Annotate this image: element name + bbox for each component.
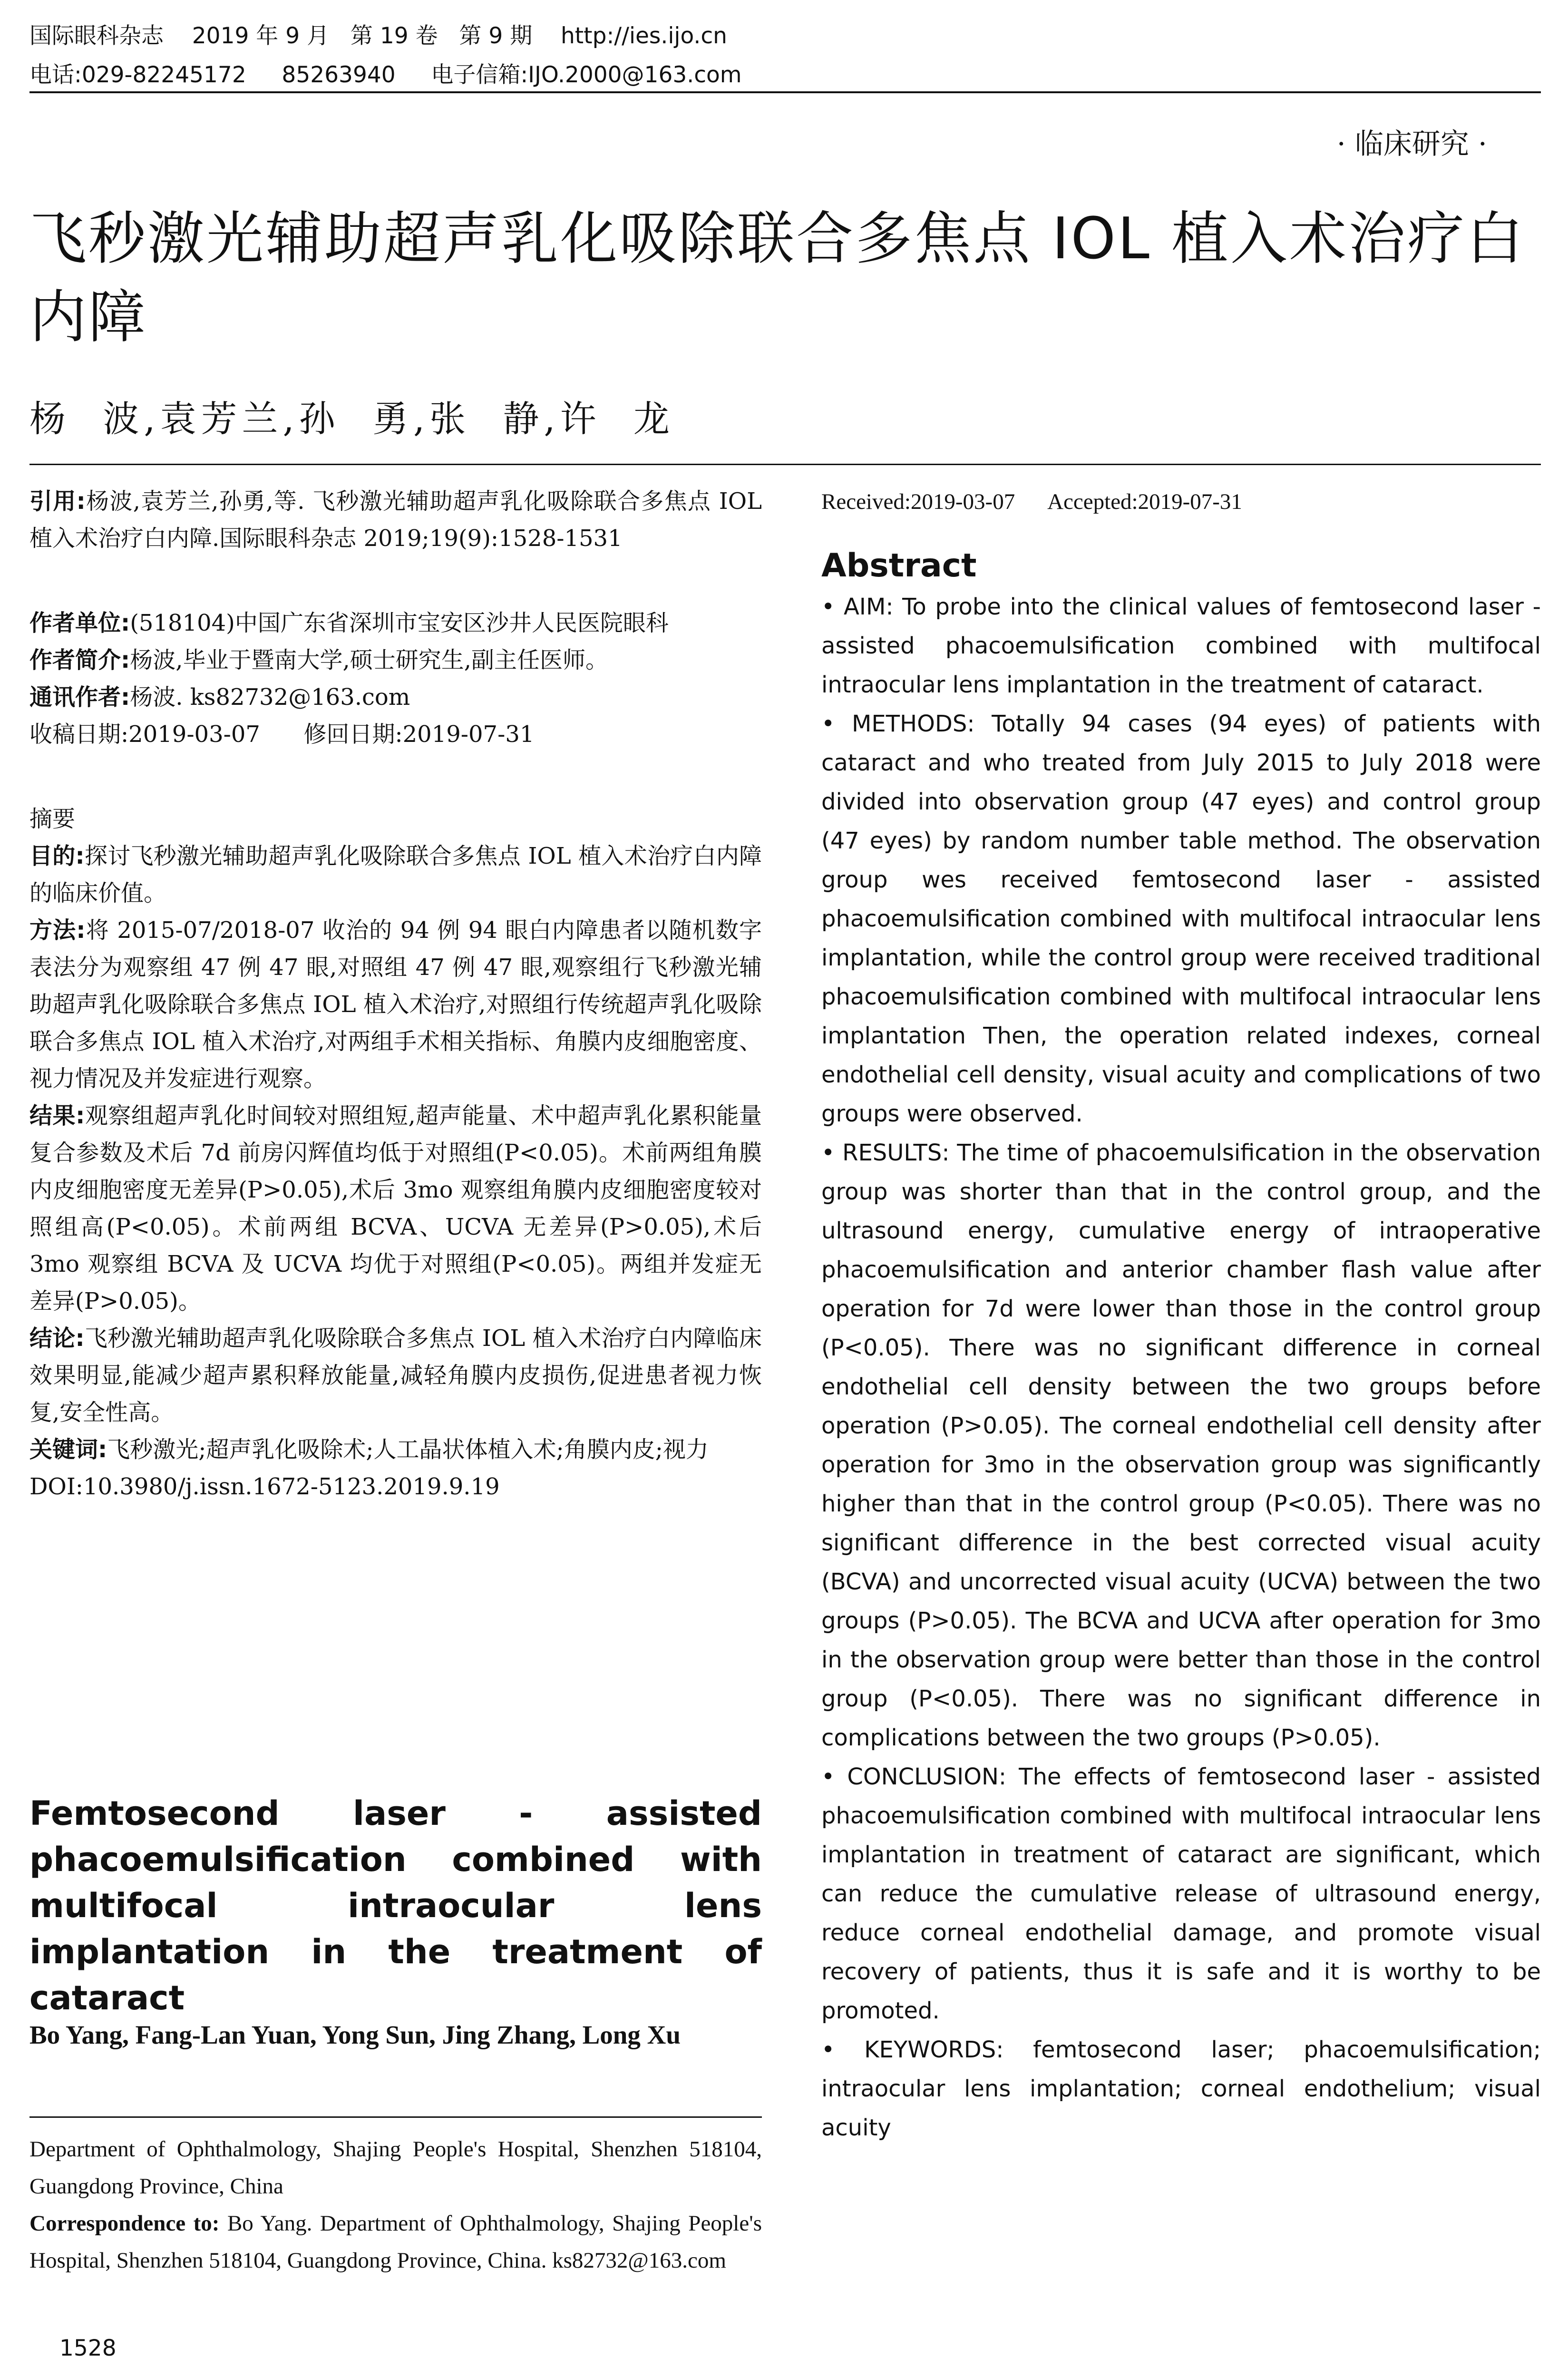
author-bio-text: 杨波,毕业于暨南大学,硕士研究生,副主任医师。 <box>130 647 608 673</box>
abstract-conclusion-cn <box>29 1320 762 1431</box>
received-dates: 收稿日期:2019-03-07 修回日期:2019-07-31 <box>29 721 535 748</box>
author-unit <box>29 604 762 642</box>
methods-label: 方法: <box>29 917 86 944</box>
citation-label: 引用: <box>29 488 86 515</box>
affiliation-rule <box>29 2116 762 2118</box>
correspondence-text: Bo Yang. Department of Ophthalmology, Shajing People's Hospital, Shenzhen 518104, Guangdong Province, China. ks82732@163.com <box>29 2211 762 2273</box>
page-number: 1528 <box>59 2335 117 2361</box>
citation <box>29 483 762 557</box>
affiliation-block <box>29 2131 762 2279</box>
abstract-conclusion: • CONCLUSION: The effects of femtosecond laser - assisted phacoemulsification combined with multifocal intraocular lens implantation in treatment of cataract are significant, which can reduce the cumulative release of ultrasound energy, reduce corneal endothelial damage, and promote visual recovery of patients, thus it is safe and it is worthy to be promoted. <box>821 1763 1541 2024</box>
keywords-label: 关键词: <box>29 1436 107 1463</box>
abstract-methods-cn <box>29 912 762 1097</box>
affiliation: Department of Ophthalmology, Shajing People's Hospital, Shenzhen 518104, Guangdong Province, China <box>29 2137 762 2199</box>
corresponding-author-text: 杨波. ks82732@163.com <box>130 684 410 711</box>
conclusion-text: 飞秒激光辅助超声乳化吸除联合多焦点 IOL 植入术治疗白内障临床效果明显,能减少超声累积释放能量,减轻角膜内皮损伤,促进患者视力恢复,安全性高。 <box>29 1325 762 1426</box>
section-tag: · 临床研究 · <box>1336 127 1487 161</box>
abstract-heading: Abstract <box>821 547 977 585</box>
left-column <box>29 483 762 1505</box>
article-title: 飞秒激光辅助超声乳化吸除联合多焦点 IOL 植入术治疗白内障 <box>29 206 1525 351</box>
author-unit-label: 作者单位: <box>29 610 130 636</box>
abstract-keywords: • KEYWORDS: femtosecond laser; phacoemulsification; intraocular lens implantation; corneal endothelium; visual acuity <box>821 2036 1541 2141</box>
doi: DOI:10.3980/j.issn.1672-5123.2019.9.19 <box>29 1473 500 1500</box>
abstract-aim-cn <box>29 838 762 912</box>
aim-text: 探讨飞秒激光辅助超声乳化吸除联合多焦点 IOL 植入术治疗白内障的临床价值。 <box>29 843 762 906</box>
authors-rule <box>29 464 1541 465</box>
correspondence-label: Correspondence to: <box>29 2211 220 2236</box>
keywords-cn <box>29 1431 762 1468</box>
correspondence <box>29 2205 762 2279</box>
abstract-results: • RESULTS: The time of phacoemulsification in the observation group was shorter than that in the control group, and the ultrasound energy, cumulative energy of intraoperative phacoemulsification and anterior chamber flash value after operation for 7d were lower than those in the control group (P<0.05). There was no significant difference in corneal endothelial cell density between the two groups before operation (P>0.05). The corneal endothelial cell density after operation for 3mo in the observation group was significantly higher than that in the control group (P<0.05). There was no significant difference in the best corrected visual acuity (BCVA) and uncorrected visual acuity (UCVA) between the two groups (P>0.05). The BCVA and UCVA after operation for 3mo in the observation group were better than those in the control group (P<0.05). There was no significant difference in complications between the two groups (P>0.05). <box>821 1140 1541 1751</box>
results-text: 观察组超声乳化时间较对照组短,超声能量、术中超声乳化累积能量复合参数及术后 7d 前房闪辉值均低于对照组(P<0.05)。术前两组角膜内皮细胞密度无差异(P>0.05),术后 3mo 观察组角膜内皮细胞密度较对照组高(P<0.05)。术前两组 BCVA、UCVA 无差异(P>0.05),术后 3mo 观察组 BCVA 及 UCVA 均优于对照组(P<0.05)。两组并发症无差异(P>0.05)。 <box>29 1102 762 1315</box>
conclusion-label: 结论: <box>29 1325 85 1352</box>
abstract-body <box>821 587 1541 2147</box>
abstract-results-cn <box>29 1097 762 1320</box>
abstract-heading-cn: 摘要 <box>29 806 76 832</box>
author-unit-text: (518104)中国广东省深圳市宝安区沙井人民医院眼科 <box>130 610 669 636</box>
corresponding-author-label: 通讯作者: <box>29 684 130 711</box>
abstract-methods: • METHODS: Totally 94 cases (94 eyes) of patients with cataract and who treated from July 2015 to July 2018 were divided into observation group (47 eyes) and control group (47 eyes) by random number table method. The observation group wes received femtosecond laser - assisted phacoemulsification combined with multifocal intraocular lens implantation, while the control group were received traditional phacoemulsification combined with multifocal intraocular lens implantation Then, the operation related indexes, corneal endothelial cell density, visual acuity and complications of two groups were observed. <box>821 711 1541 1127</box>
english-title: Femtosecond laser - assisted phacoemulsification combined with multifocal intraocular lens implantation in the treatment of cataract <box>29 1794 762 2017</box>
abstract-aim: • AIM: To probe into the clinical values of femtosecond laser - assisted phacoemulsification combined with multifocal intraocular lens implantation in the treatment of cataract. <box>821 594 1541 698</box>
methods-text: 将 2015-07/2018-07 收治的 94 例 94 眼白内障患者以随机数字表法分为观察组 47 例 47 眼,对照组 47 例 47 眼,观察组行飞秒激光辅助超声乳化吸除联合多焦点 IOL 植入术治疗,对照组行传统超声乳化吸除联合多焦点 IOL 植入术治疗,对两组手术相关指标、角膜内皮细胞密度、视力情况及并发症进行观察。 <box>29 917 762 1092</box>
results-label: 结果: <box>29 1102 85 1129</box>
keywords-text: 飞秒激光;超声乳化吸除术;人工晶状体植入术;角膜内皮;视力 <box>107 1436 709 1463</box>
aim-label: 目的: <box>29 843 85 869</box>
author-list: 杨 波,袁芳兰,孙 勇,张 静,许 龙 <box>29 398 674 440</box>
english-authors: Bo Yang, Fang-Lan Yuan, Yong Sun, Jing Zhang, Long Xu <box>29 2020 681 2049</box>
citation-text: 杨波,袁芳兰,孙勇,等. 飞秒激光辅助超声乳化吸除联合多焦点 IOL 植入术治疗白内障.国际眼科杂志 2019;19(9):1528-1531 <box>29 488 762 552</box>
header-rule <box>29 91 1541 93</box>
right-column <box>821 483 1541 2147</box>
received-accepted-dates: Received:2019-03-07 Accepted:2019-07-31 <box>821 489 1242 514</box>
corresponding-author <box>29 679 762 716</box>
author-bio <box>29 642 762 679</box>
journal-header-line2: 电话:029-82245172 85263940 电子信箱:IJO.2000@163.com <box>29 62 742 88</box>
journal-header-line1: 国际眼科杂志 2019 年 9 月 第 19 卷 第 9 期 http://ies.ijo.cn <box>29 23 727 49</box>
author-bio-label: 作者简介: <box>29 647 130 673</box>
